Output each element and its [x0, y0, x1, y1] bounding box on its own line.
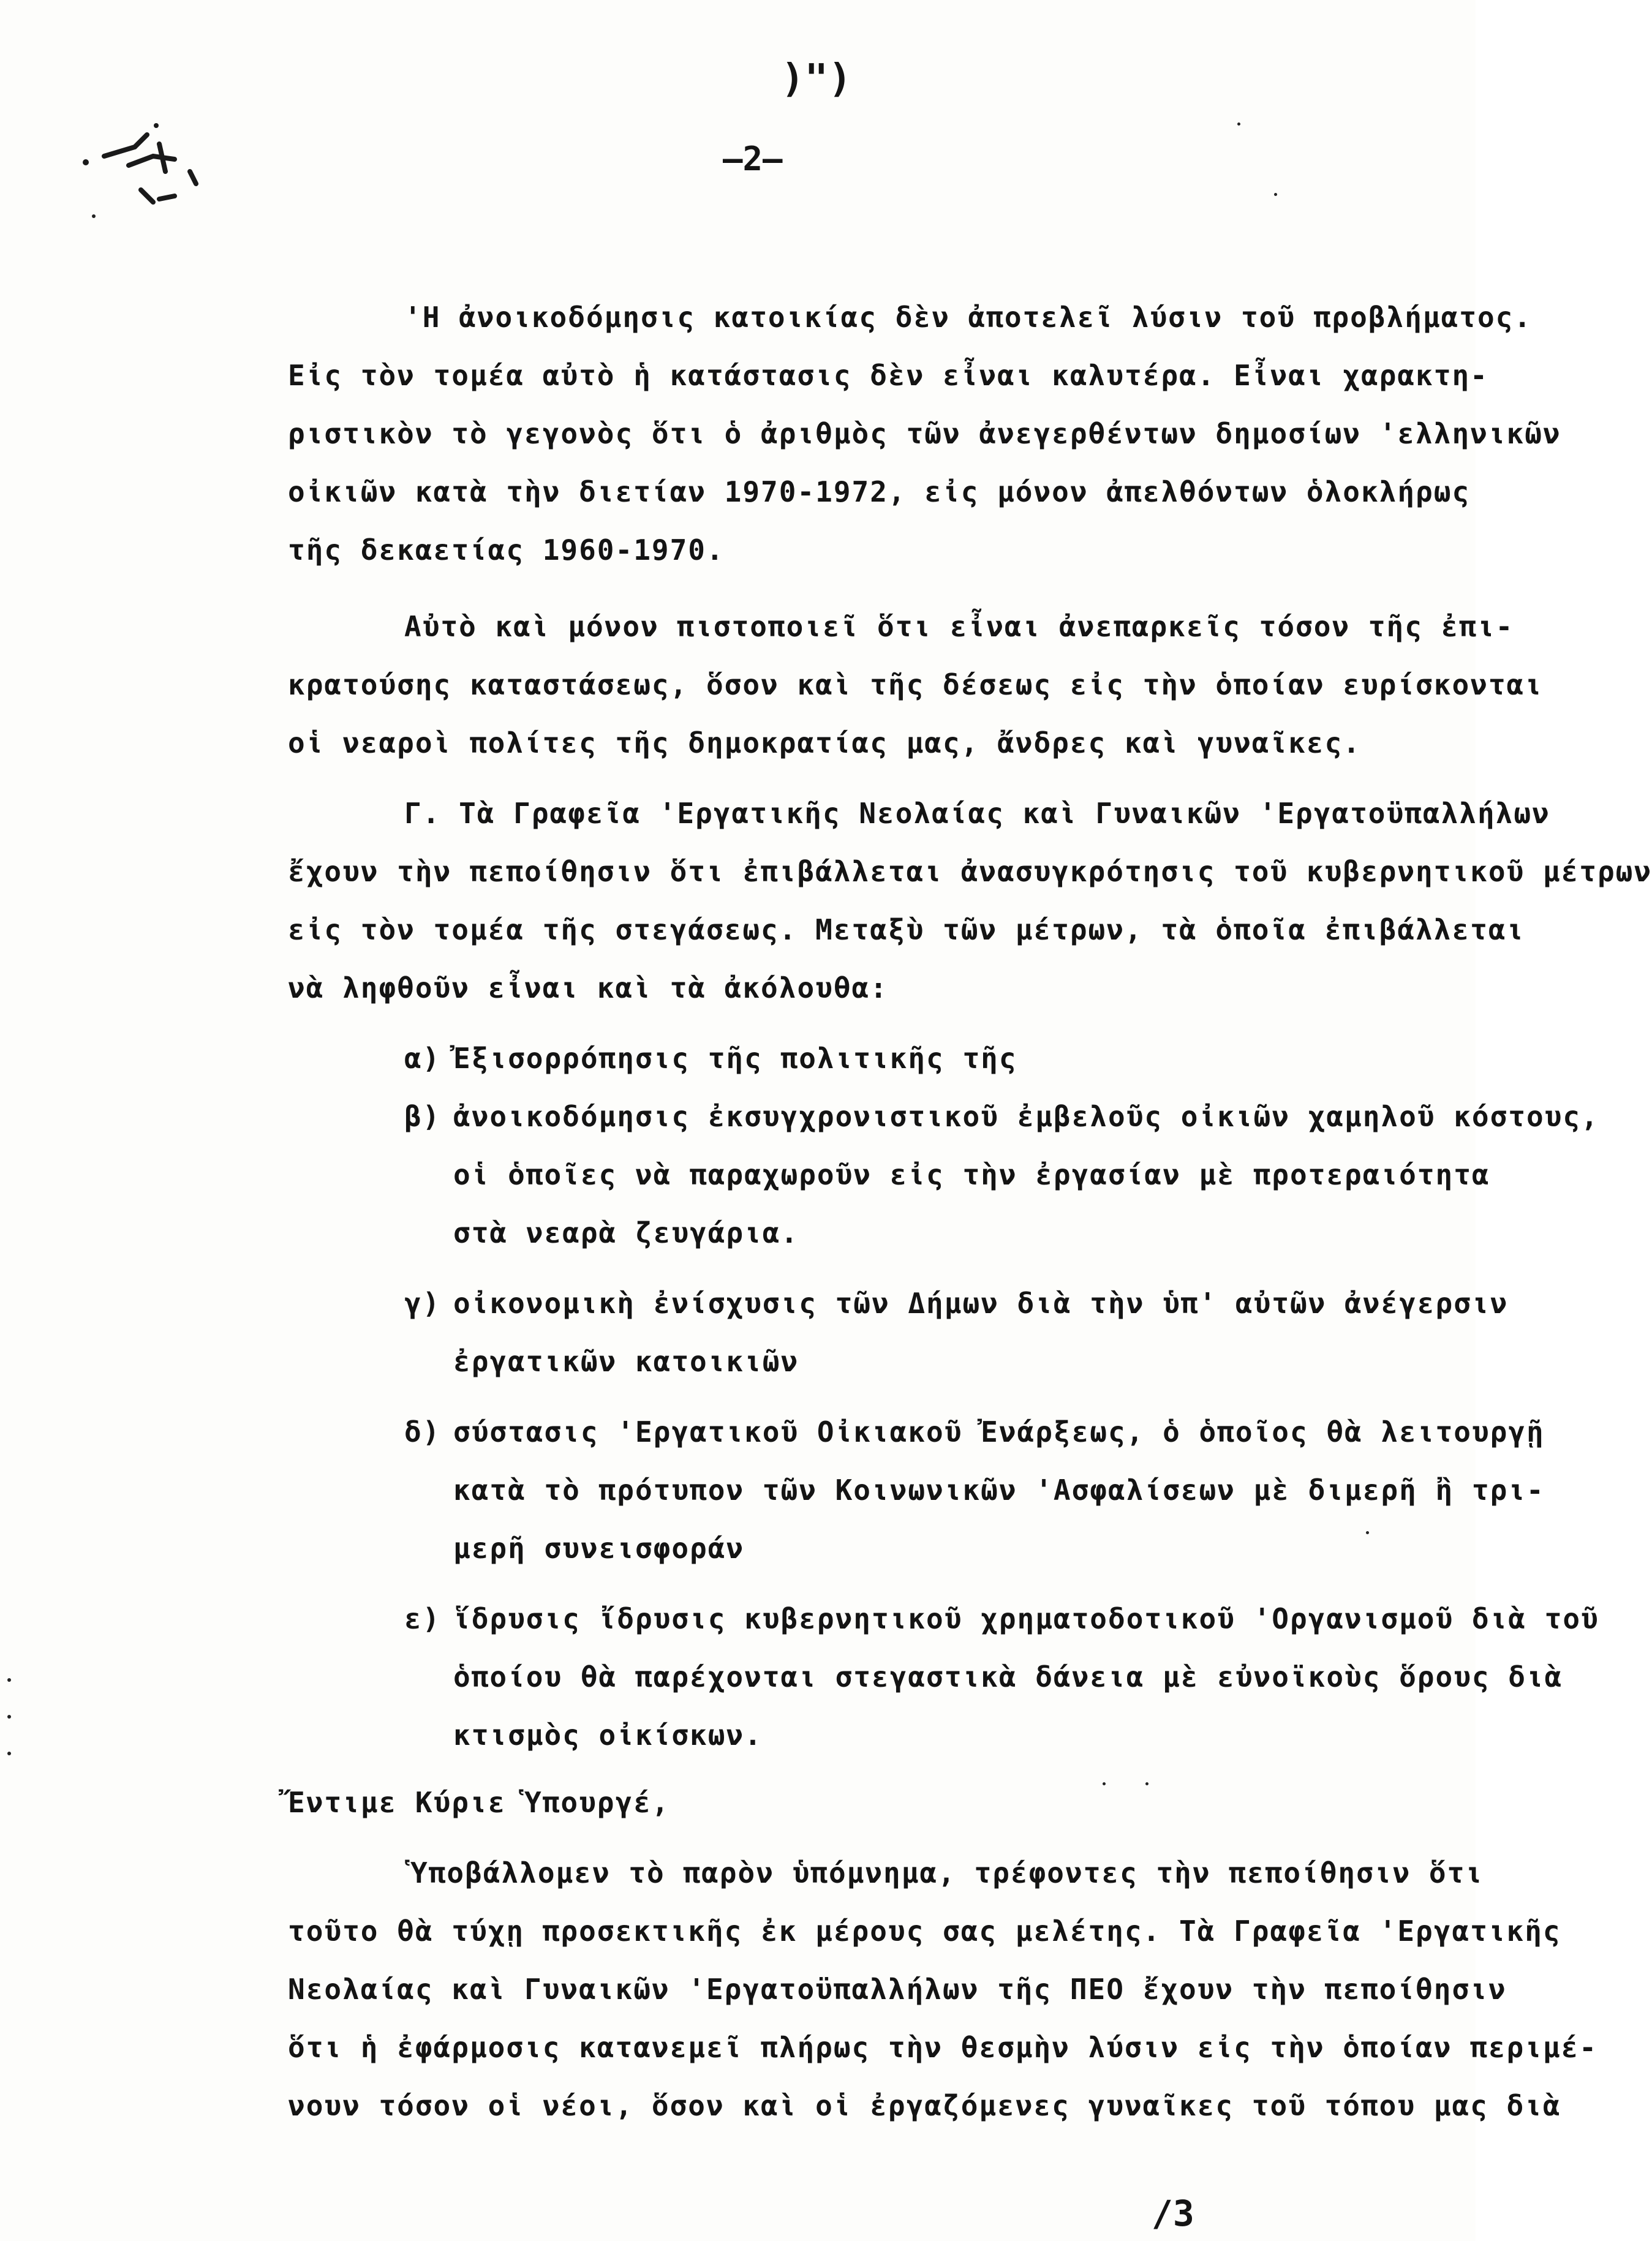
- list-item-line: στὰ νεαρὰ ζευγάρια.: [453, 1216, 799, 1249]
- paragraph-line: Αὐτὸ καὶ μόνον πιστοποιεῖ ὅτι εἶναι ἀνεπαρκεῖς τόσον τῆς ἐπι-: [404, 610, 1514, 643]
- paragraph-line: εἰς τὸν τομέα τῆς στεγάσεως. Μεταξὺ τῶν μέτρων, τὰ ὁποῖα ἐπιβάλλεται: [288, 913, 1525, 946]
- list-item-line: σύστασις 'Εργατικοῦ Οἰκιακοῦ Ἐνάρξεως, ὁ ὁποῖος θὰ λειτουργῇ: [453, 1415, 1545, 1448]
- paragraph-line: ἔχουν τὴν πεποίθησιν ὅτι ἐπιβάλλεται ἀνασυγκρότησις τοῦ κυβερνητικοῦ μέτρων: [288, 855, 1652, 888]
- paragraph-line: τῆς δεκαετίας 1960-1970.: [288, 533, 725, 567]
- paragraph-line: 'Η ἀνοικοδόμησις κατοικίας δὲν ἀποτελεῖ λύσιν τοῦ προβλήματος.: [404, 301, 1533, 334]
- paragraph-line: νουν τόσον οἱ νέοι, ὅσον καὶ οἱ ἐργαζόμενες γυναῖκες τοῦ τόπου μας διὰ: [288, 2089, 1561, 2122]
- list-item-label: δ): [404, 1415, 441, 1448]
- list-item-line: οἰκονομικὴ ἐνίσχυσις τῶν Δήμων διὰ τὴν ὑπ' αὐτῶν ἀνέγερσιν: [453, 1287, 1509, 1320]
- paragraph-line: Γ. Τὰ Γραφεῖα 'Εργατικῆς Νεολαίας καὶ Γυναικῶν 'Εργατοϋπαλλήλων: [404, 797, 1550, 830]
- handwritten-mark: [67, 98, 202, 208]
- list-item-line: μερῆ συνεισφοράν: [453, 1532, 745, 1565]
- paragraph-line: νὰ ληφθοῦν εἶναι καὶ τὰ ἀκόλουθα:: [288, 971, 888, 1004]
- list-item-line: ἐργατικῶν κατοικιῶν: [453, 1345, 799, 1378]
- list-item-line: ἀνοικοδόμησις ἐκσυγχρονιστικοῦ ἐμβελοῦς οἰκιῶν χαμηλοῦ κόστους,: [453, 1100, 1599, 1133]
- paragraph-line: Ὑποβάλλομεν τὸ παρὸν ὑπόμνημα, τρέφοντες τὴν πεποίθησιν ὅτι: [410, 1856, 1484, 1889]
- salutation: Ἔντιμε Κύριε Ὑπουργέ,: [288, 1786, 670, 1819]
- list-item-line: Ἐξισορρόπησις τῆς πολιτικῆς τῆς: [453, 1042, 1017, 1075]
- list-item-line: ἵδρυσις ἴδρυσις κυβερνητικοῦ χρηματοδοτικοῦ 'Οργανισμοῦ διὰ τοῦ: [453, 1602, 1599, 1635]
- list-item-line: κατὰ τὸ πρότυπον τῶν Κοινωνικῶν 'Ασφαλίσεων μὲ διμερῆ ἢ τρι-: [453, 1474, 1545, 1507]
- page-number: —2—: [723, 140, 783, 178]
- paragraph-line: κρατούσης καταστάσεως, ὅσον καὶ τῆς δέσεως εἰς τὴν ὁποίαν ευρίσκονται: [288, 668, 1543, 701]
- paragraph-line: τοῦτο θὰ τύχῃ προσεκτικῆς ἐκ μέρους σας μελέτης. Τὰ Γραφεῖα 'Εργατικῆς: [288, 1915, 1561, 1948]
- list-item-label: β): [404, 1100, 441, 1133]
- paragraph-line: Εἰς τὸν τομέα αὐτὸ ἡ κατάστασις δὲν εἶναι καλυτέρα. Εἶναι χαρακτη-: [288, 359, 1488, 392]
- paragraph-line: ὅτι ἡ ἐφάρμοσις κατανεμεῖ πλήρως τὴν θεσμὴν λύσιν εἰς τὴν ὁποίαν περιμέ-: [288, 2031, 1597, 2064]
- list-item-label: ε): [404, 1602, 441, 1635]
- list-item-line: κτισμὸς οἰκίσκων.: [453, 1719, 763, 1752]
- list-item-line: οἱ ὁποῖες νὰ παραχωροῦν εἰς τὴν ἐργασίαν μὲ προτεραιότητα: [453, 1158, 1490, 1191]
- paragraph-line: Νεολαίας καὶ Γυναικῶν 'Εργατοϋπαλλήλων τῆς ΠΕΟ ἔχουν τὴν πεποίθησιν: [288, 1973, 1507, 2006]
- paragraph-line: οἰκιῶν κατὰ τὴν διετίαν 1970-1972, εἰς μόνον ἀπελθόντων ὁλοκλήρως: [288, 475, 1471, 508]
- paragraph-line: οἱ νεαροὶ πολίτες τῆς δημοκρατίας μας, ἄνδρες καὶ γυναῖκες.: [288, 726, 1361, 759]
- top-mark: )"): [781, 56, 852, 102]
- list-item-label: α): [404, 1042, 441, 1075]
- paragraph-line: ριστικὸν τὸ γεγονὸς ὅτι ὁ ἀριθμὸς τῶν ἀνεγερθέντων δημοσίων 'ελληνικῶν: [288, 417, 1561, 450]
- list-item-line: ὁποίου θὰ παρέχονται στεγαστικὰ δάνεια μὲ εὐνοϊκοὺς ὅρους διὰ: [453, 1660, 1563, 1693]
- list-item-label: γ): [404, 1287, 441, 1320]
- next-page-marker: /3: [1152, 2193, 1194, 2234]
